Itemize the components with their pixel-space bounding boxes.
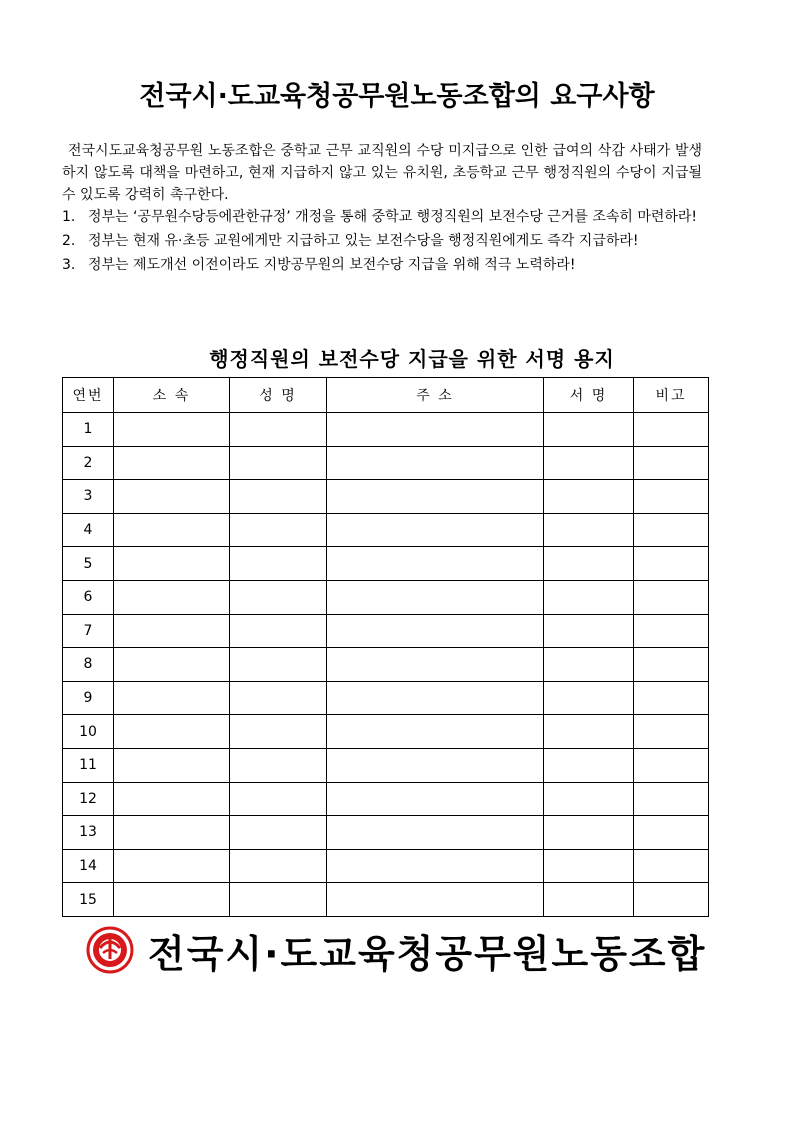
row-number-cell: 13 [63,816,114,850]
remarks-cell[interactable] [634,580,709,614]
organization-name: 전국시·도교육청공무원노동조합 [148,931,707,976]
address-cell[interactable] [327,715,544,749]
signature-cell[interactable] [544,480,634,514]
name-cell[interactable] [230,547,327,581]
row-number-cell: 1 [63,413,114,447]
address-cell[interactable] [327,547,544,581]
address-cell[interactable] [327,849,544,883]
remarks-cell[interactable] [634,547,709,581]
address-cell[interactable] [327,883,544,917]
affiliation-cell[interactable] [114,715,230,749]
address-cell[interactable] [327,446,544,480]
table-row [63,614,709,648]
footer [86,924,706,976]
column-header-address: 주 소 [327,378,544,413]
name-cell[interactable] [230,480,327,514]
remarks-cell[interactable] [634,648,709,682]
affiliation-cell[interactable] [114,681,230,715]
remarks-cell[interactable] [634,614,709,648]
affiliation-cell[interactable] [114,614,230,648]
column-header-remarks: 비고 [634,378,709,413]
column-header-affiliation: 소 속 [114,378,230,413]
demand-number: 1. [62,209,76,225]
address-cell[interactable] [327,614,544,648]
affiliation-cell[interactable] [114,849,230,883]
affiliation-cell[interactable] [114,883,230,917]
row-number-cell: 12 [63,782,114,816]
row-number-cell: 15 [63,883,114,917]
remarks-cell[interactable] [634,446,709,480]
demand-item [62,254,702,276]
name-cell[interactable] [230,580,327,614]
name-cell[interactable] [230,681,327,715]
signature-cell[interactable] [544,648,634,682]
address-cell[interactable] [327,748,544,782]
address-cell[interactable] [327,413,544,447]
table-header-row [63,378,709,413]
demand-item [62,206,702,228]
demand-number: 3. [62,257,76,273]
signature-cell[interactable] [544,849,634,883]
table-row [63,883,709,917]
signature-table-body [63,413,709,917]
row-number-cell: 14 [63,849,114,883]
signature-table [62,377,709,917]
demand-text: 정부는 ‘공무원수당등에관한규정’ 개정을 통해 중학교 행정직원의 보전수당 근거를 조속히 마련하라! [88,209,698,225]
address-cell[interactable] [327,782,544,816]
demand-item [62,230,702,252]
signature-form-title: 행정직원의 보전수당 지급을 위한 서명 용지 [209,347,615,371]
signature-cell[interactable] [544,883,634,917]
table-row [63,446,709,480]
table-row [63,480,709,514]
signature-cell[interactable] [544,748,634,782]
remarks-cell[interactable] [634,480,709,514]
remarks-cell[interactable] [634,883,709,917]
table-row [63,816,709,850]
signature-cell[interactable] [544,614,634,648]
row-number-cell: 3 [63,480,114,514]
row-number-cell: 10 [63,715,114,749]
remarks-cell[interactable] [634,748,709,782]
name-cell[interactable] [230,446,327,480]
affiliation-cell[interactable] [114,648,230,682]
affiliation-cell[interactable] [114,513,230,547]
table-row [63,547,709,581]
signature-cell[interactable] [544,513,634,547]
signature-cell[interactable] [544,413,634,447]
column-header-number: 연번 [63,378,114,413]
address-cell[interactable] [327,681,544,715]
document-title: 전국시·도교육청공무원노동조합의 요구사항 [139,81,655,112]
remarks-cell[interactable] [634,715,709,749]
signature-cell[interactable] [544,580,634,614]
row-number-cell: 11 [63,748,114,782]
affiliation-cell[interactable] [114,547,230,581]
affiliation-cell[interactable] [114,413,230,447]
name-cell[interactable] [230,849,327,883]
table-row [63,782,709,816]
name-cell[interactable] [230,413,327,447]
affiliation-cell[interactable] [114,816,230,850]
table-row [63,748,709,782]
affiliation-cell[interactable] [114,480,230,514]
remarks-cell[interactable] [634,816,709,850]
address-cell[interactable] [327,816,544,850]
table-row [63,715,709,749]
row-number-cell: 2 [63,446,114,480]
row-number-cell: 7 [63,614,114,648]
signature-cell[interactable] [544,816,634,850]
table-row [63,681,709,715]
intro-paragraph: 전국시도교육청공무원 노동조합은 중학교 근무 교직원의 수당 미지급으로 인한 급여의 삭감 사태가 발생하지 않도록 대책을 마련하고, 현재 지급하지 않고 있는 유치원, 초등학교 근무 행정직원의 수당이 지급될 수 있도록 강력히 촉구한다. [62,143,702,203]
row-number-cell: 8 [63,648,114,682]
remarks-cell[interactable] [634,782,709,816]
name-cell[interactable] [230,715,327,749]
table-row [63,849,709,883]
demand-text: 정부는 제도개선 이전이라도 지방공무원의 보전수당 지급을 위해 적극 노력하라! [88,257,576,273]
row-number-cell: 5 [63,547,114,581]
remarks-cell[interactable] [634,413,709,447]
column-header-name: 성 명 [230,378,327,413]
signature-cell[interactable] [544,547,634,581]
address-cell[interactable] [327,648,544,682]
remarks-cell[interactable] [634,849,709,883]
affiliation-cell[interactable] [114,748,230,782]
remarks-cell[interactable] [634,513,709,547]
signature-cell[interactable] [544,782,634,816]
name-cell[interactable] [230,883,327,917]
address-cell[interactable] [327,513,544,547]
signature-cell[interactable] [544,715,634,749]
table-row [63,580,709,614]
affiliation-cell[interactable] [114,580,230,614]
table-row [63,648,709,682]
name-cell[interactable] [230,816,327,850]
demand-text: 정부는 현재 유·초등 교원에게만 지급하고 있는 보전수당을 행정직원에게도 즉각 지급하라! [88,233,639,249]
name-cell[interactable] [230,782,327,816]
remarks-cell[interactable] [634,681,709,715]
column-header-signature: 서 명 [544,378,634,413]
name-cell[interactable] [230,748,327,782]
table-row [63,413,709,447]
name-cell[interactable] [230,614,327,648]
row-number-cell: 4 [63,513,114,547]
signature-cell[interactable] [544,681,634,715]
affiliation-cell[interactable] [114,446,230,480]
demand-number: 2. [62,233,76,249]
affiliation-cell[interactable] [114,782,230,816]
signature-cell[interactable] [544,446,634,480]
union-emblem-icon [86,926,134,974]
address-cell[interactable] [327,580,544,614]
address-cell[interactable] [327,480,544,514]
row-number-cell: 9 [63,681,114,715]
demands-list [62,206,702,278]
name-cell[interactable] [230,648,327,682]
name-cell[interactable] [230,513,327,547]
row-number-cell: 6 [63,580,114,614]
table-row [63,513,709,547]
